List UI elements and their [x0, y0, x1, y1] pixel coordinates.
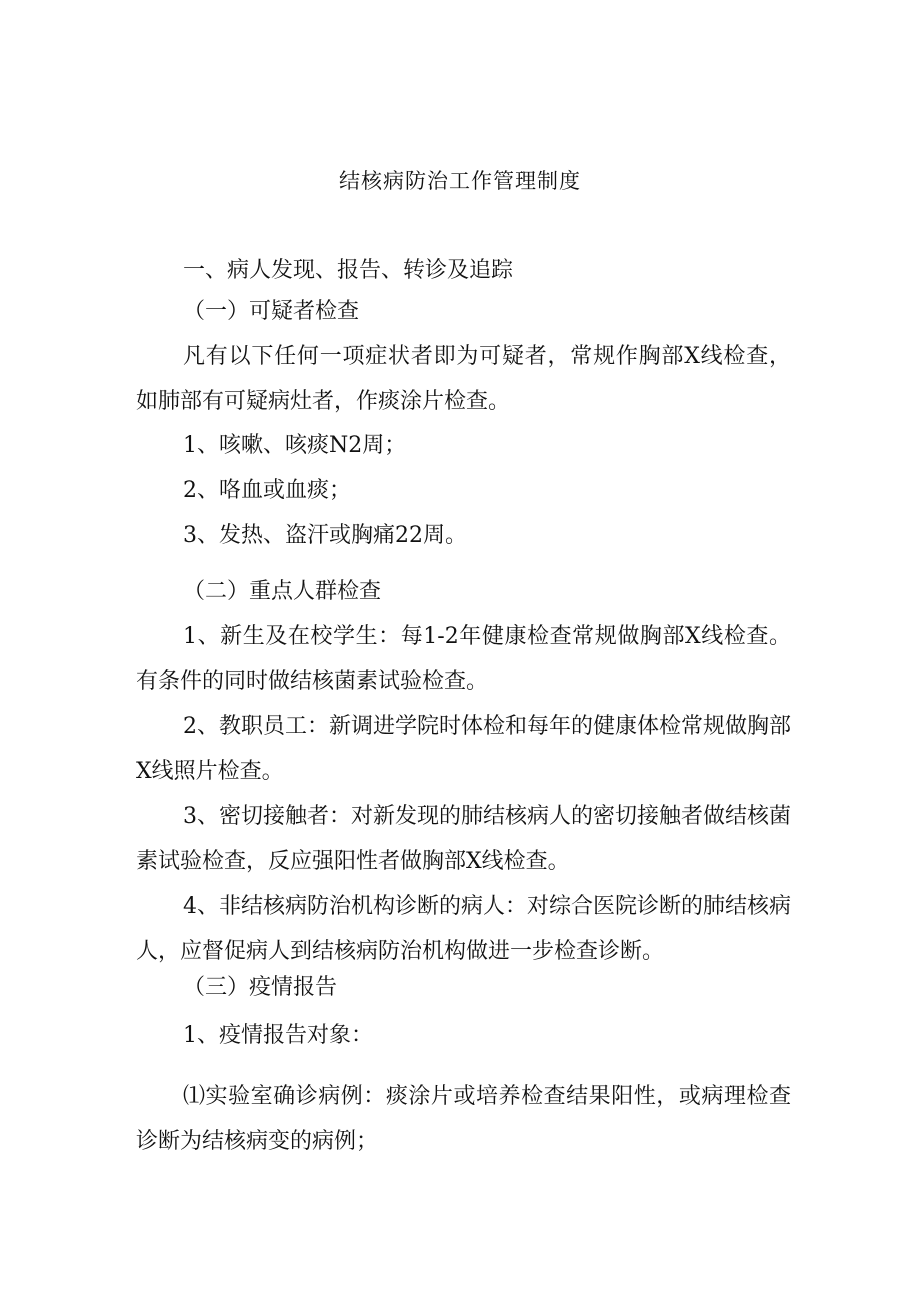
subsection-heading-2: （二）重点人群检查 — [183, 579, 382, 604]
list-item-cough: 1、咳嗽、咳痰N2周； — [183, 433, 407, 458]
list-item-hemoptysis: 2、咯血或血痰； — [183, 478, 351, 503]
paragraph-staff: 2、教职员工：新调进学院时体检和每年的健康体检常规做胸部X线照片检查。 — [136, 714, 791, 784]
list-item-fever: 3、发热、盗汗或胸痛22周。 — [183, 523, 467, 548]
paragraph-suspect-check: 凡有以下任何一项症状者即为可疑者，常规作胸部X线检查，如肺部有可疑病灶者，作痰涂片检查。 — [136, 344, 791, 414]
subsection-heading-1: （一）可疑者检查 — [183, 299, 360, 324]
paragraph-non-tb-institutions: 4、非结核病防治机构诊断的病人：对综合医院诊断的肺结核病人，应督促病人到结核病防治机构做进一步检查诊断。 — [136, 894, 791, 964]
list-item-report-targets: 1、疫情报告对象： — [183, 1023, 373, 1048]
paragraph-students: 1、新生及在校学生：每1-2年健康检查常规做胸部X线检查。有条件的同时做结核菌素试验检查。 — [136, 624, 791, 694]
paragraph-contacts: 3、密切接触者：对新发现的肺结核病人的密切接触者做结核菌素试验检查，反应强阳性者做胸部X线检查。 — [136, 804, 791, 874]
paragraph-lab-confirmed: ⑴实验室确诊病例：痰涂片或培养检查结果阳性，或病理检查诊断为结核病变的病例； — [136, 1084, 791, 1154]
section-heading-1: 一、病人发现、报告、转诊及追踪 — [183, 258, 514, 283]
document-title: 结核病防治工作管理制度 — [339, 169, 581, 193]
subsection-heading-3: （三）疫情报告 — [183, 975, 338, 1000]
